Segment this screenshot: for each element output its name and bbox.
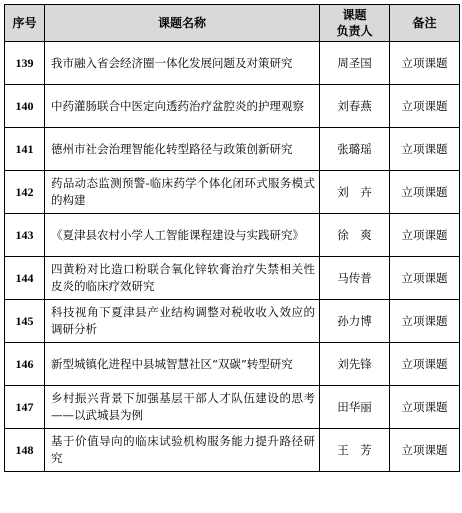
table-row	[5, 128, 460, 171]
row-leader: 孙力博	[320, 300, 390, 343]
table-row	[5, 257, 460, 300]
row-note: 立项课题	[390, 386, 460, 429]
row-name: 基于价值导向的临床试验机构服务能力提升路径研究	[45, 429, 320, 472]
row-note: 立项课题	[390, 343, 460, 386]
table-header-row	[5, 5, 460, 42]
row-name: 新型城镇化进程中县城智慧社区“双碳”转型研究	[45, 343, 320, 386]
row-name: 《夏津县农村小学人工智能课程建设与实践研究》	[45, 214, 320, 257]
row-seq: 144	[5, 257, 45, 300]
row-leader: 马传普	[320, 257, 390, 300]
header-seq: 序号	[5, 5, 45, 42]
table-row	[5, 343, 460, 386]
project-table	[4, 4, 460, 472]
row-name: 药品动态监测预警-临床药学个体化闭环式服务模式的构建	[45, 171, 320, 214]
header-leader-line1: 课题	[342, 8, 367, 22]
row-note: 立项课题	[390, 257, 460, 300]
row-leader: 张璐瑶	[320, 128, 390, 171]
row-leader: 周圣国	[320, 42, 390, 85]
row-name: 中药灌肠联合中医定向透药治疗盆腔炎的护理观察	[45, 85, 320, 128]
row-seq: 147	[5, 386, 45, 429]
row-note: 立项课题	[390, 171, 460, 214]
row-seq: 139	[5, 42, 45, 85]
table-row	[5, 300, 460, 343]
row-note: 立项课题	[390, 85, 460, 128]
row-seq: 141	[5, 128, 45, 171]
row-name: 乡村振兴背景下加强基层干部人才队伍建设的思考——以武城县为例	[45, 386, 320, 429]
row-leader: 刘 卉	[320, 171, 390, 214]
row-leader: 田华丽	[320, 386, 390, 429]
table-row	[5, 386, 460, 429]
row-seq: 146	[5, 343, 45, 386]
row-leader: 徐 爽	[320, 214, 390, 257]
header-leader-line2: 负责人	[336, 24, 373, 38]
row-seq: 148	[5, 429, 45, 472]
row-seq: 140	[5, 85, 45, 128]
row-name: 我市融入省会经济圈一体化发展问题及对策研究	[45, 42, 320, 85]
table-row	[5, 214, 460, 257]
row-leader: 刘先锋	[320, 343, 390, 386]
table-row	[5, 42, 460, 85]
row-seq: 143	[5, 214, 45, 257]
row-leader: 王 芳	[320, 429, 390, 472]
row-note: 立项课题	[390, 42, 460, 85]
header-note: 备注	[390, 5, 460, 42]
row-seq: 142	[5, 171, 45, 214]
row-name: 德州市社会治理智能化转型路径与政策创新研究	[45, 128, 320, 171]
row-note: 立项课题	[390, 300, 460, 343]
header-leader	[320, 5, 390, 42]
row-name: 科技视角下夏津县产业结构调整对税收收入效应的调研分析	[45, 300, 320, 343]
row-note: 立项课题	[390, 128, 460, 171]
row-note: 立项课题	[390, 214, 460, 257]
table-row	[5, 171, 460, 214]
row-name: 四黄粉对比造口粉联合氧化锌软膏治疗失禁相关性皮炎的临床疗效研究	[45, 257, 320, 300]
header-name: 课题名称	[45, 5, 320, 42]
row-note: 立项课题	[390, 429, 460, 472]
row-leader: 刘春燕	[320, 85, 390, 128]
row-seq: 145	[5, 300, 45, 343]
table-row	[5, 429, 460, 472]
project-list	[4, 4, 460, 472]
table-row	[5, 85, 460, 128]
